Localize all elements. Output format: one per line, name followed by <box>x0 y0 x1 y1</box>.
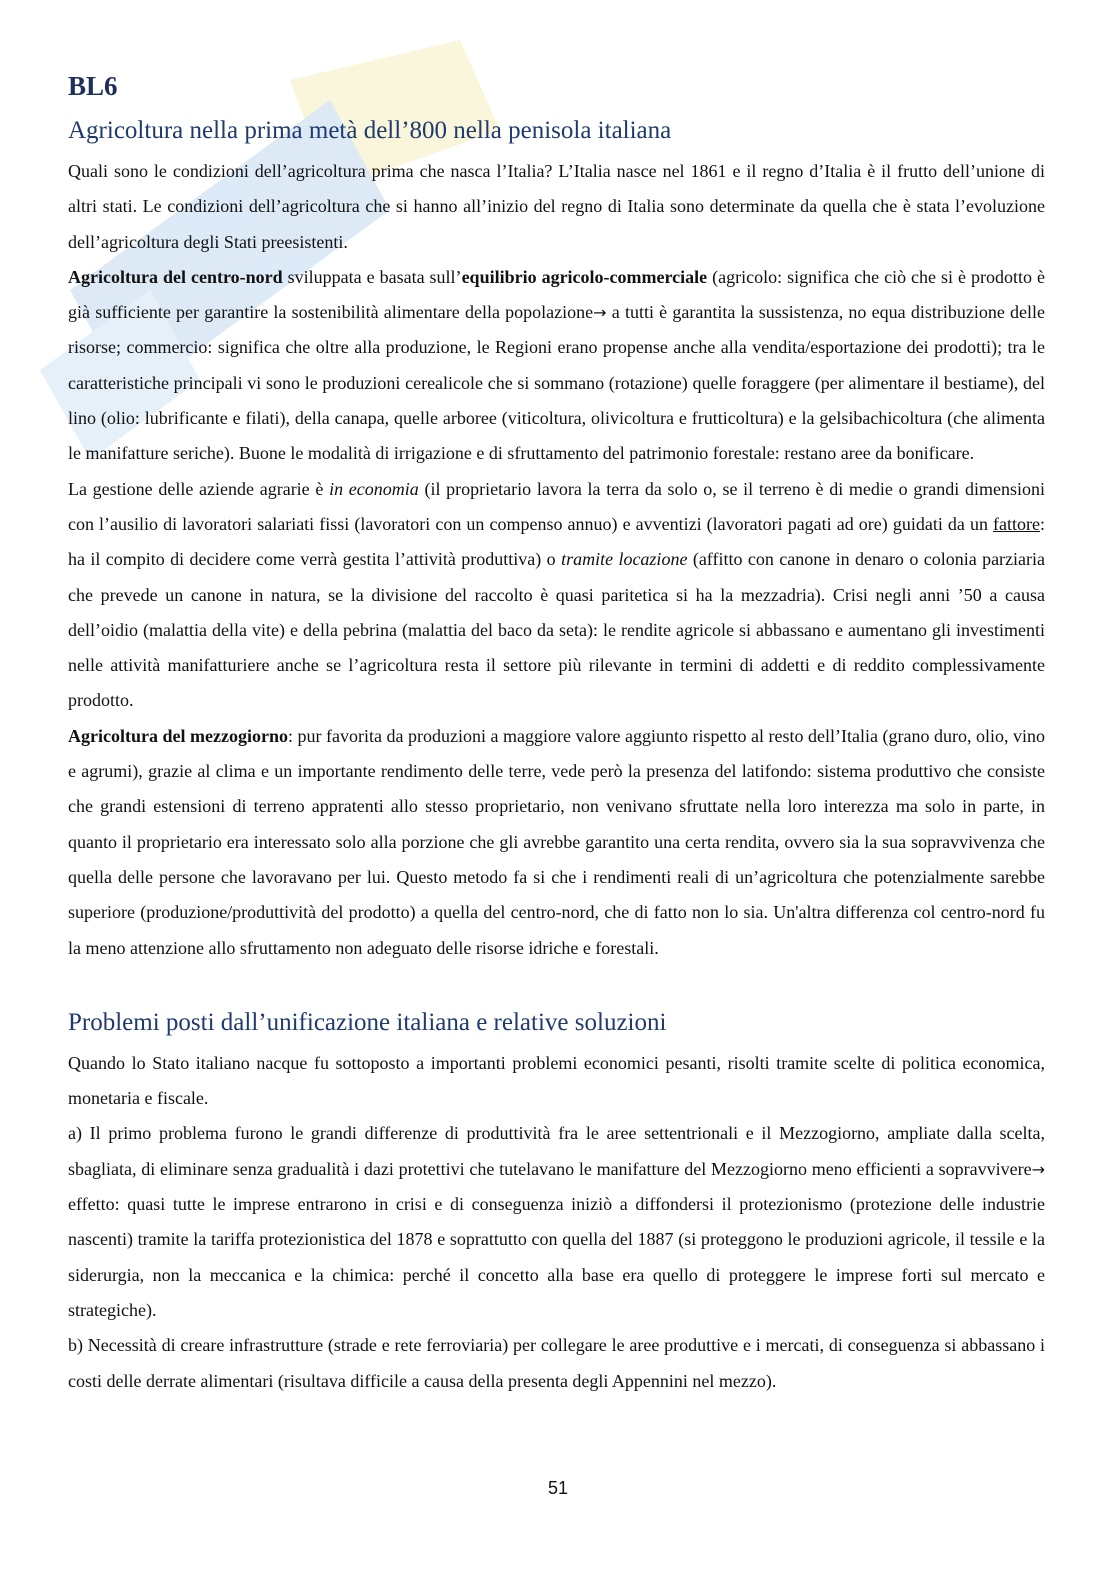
paragraph-centro-nord <box>68 260 1045 472</box>
paragraph-intro: Quali sono le condizioni dell’agricoltura prima che nasca l’Italia? L’Italia nasce nel 1861 e il regno d’Italia è il frutto dell’unione di altri stati. Le condizioni dell’agricoltura che si hanno all’inizio del regno di Italia sono determinate da quella che è stata l’evoluzione dell’agricoltura degli Stati preesistenti. <box>68 161 1045 252</box>
bold-term-centro-nord: Agricoltura del centro-nord <box>68 266 283 287</box>
italic-term-tramite-locazione: tramite locazione <box>561 549 688 570</box>
text-span: a) Il primo problema furono le grandi differenze di produttività fra le aree settentrionali e il Mezzogiorno, ampliate dalla scelta, sbagliata, di eliminare senza gradualità i dazi protettivi che tutelavano le manifatture del Mezzogiorno meno efficienti a sopravvivere <box>68 1123 1045 1179</box>
arrow-right-icon: → <box>593 303 607 323</box>
text-span: (affitto con canone in denaro o colonia parziaria che prevede un canone in natura, se la divisione del raccolto è quasi paritetica si ha la mezzadria). Crisi negli anni ’50 a causa dell’oidio (malattia della vite) e della pebrina (malattia del baco da seta): le rendite agricole si abbassano e aumentano gli investimenti nelle attività manifatturiere anche se l’agricoltura resta il settore più rilevante in termini di addetti e di reddito complessivamente prodotto. <box>68 549 1046 711</box>
text-span: a tutti è garantita la sussistenza, no equa distribuzione delle risorse; commercio: significa che oltre alla produzione, le Regioni erano propense anche alla vendita/esportazione dei prodotti); tra le caratteristiche principali vi sono le produzioni cerealicole che si sommano (rotazione) quelle foraggere (per alimentare il bestiame), del lino (olio: lubrificante e filati), della canapa, quelle arboree (viticoltura, olivicoltura e frutticoltura) e la gelsibachicoltura (che alimenta le manifatture seriche). Buone le modalità di irrigazione e di sfruttamento del patrimonio forestale: restano aree da bonificare. <box>68 302 1045 464</box>
section-heading-agricoltura: Agricoltura nella prima metà dell’800 nella penisola italiana <box>68 117 672 144</box>
text-span: : ha il compito di decidere come verrà gestita l’attività produttiva) o <box>68 513 1045 570</box>
bold-term-equilibrio: equilibrio agricolo-commerciale <box>461 266 708 287</box>
text-span: (agricolo: significa che ciò che si è prodotto è già sufficiente per garantire la sostenibilità alimentare della popolazione <box>68 266 1045 323</box>
paragraph-problema-b: b) Necessità di creare infrastrutture (strade e rete ferroviaria) per collegare le aree produttive e i mercati, di conseguenza si abbassano i costi delle derrate alimentari (risultava difficile a causa della presenta degli Appennini nel mezzo). <box>68 1335 1045 1391</box>
document-title: BL6 <box>68 71 118 101</box>
text-span: (il proprietario lavora la terra da solo o, se il terreno è di medie o grandi dimensioni con l’ausilio di lavoratori salariati fissi (lavoratori con un compenso annuo) e avventizi (lavoratori pagati ad ore) guidati da un <box>68 478 1046 534</box>
text-span: La gestione delle aziende agrarie è <box>68 478 330 499</box>
paragraph-problema-a <box>68 1116 1045 1328</box>
bold-term-mezzogiorno: Agricoltura del mezzogiorno <box>68 725 288 746</box>
italic-term-in-economia: in economia <box>329 478 419 499</box>
section-heading-problemi: Problemi posti dall’unificazione italiana e relative soluzioni <box>68 1008 667 1036</box>
paragraph-gestione <box>68 472 1045 719</box>
text-span: sviluppata e basata sull’ <box>282 266 462 287</box>
paragraph-mezzogiorno <box>68 719 1045 966</box>
page-number: 51 <box>547 1478 569 1498</box>
text-span: : pur favorita da produzioni a maggiore valore aggiunto rispetto al resto dell’Italia (grano duro, olio, vino e agrumi), grazie al clima e un importante rendimento delle terre, vede però la presenza del latifondo: sistema produttivo che consiste che grandi estensioni di terreno appratenti allo stesso proprietario, non venivano sfruttate nella loro interezza ma solo in parte, in quanto il proprietario era interessato solo alla porzione che gli avrebbe garantito una certa rendita, ovvero sia la sua sopravvivenza che quella delle persone che lavoravano per lui. Questo metodo fa si che i rendimenti reali di un’agricoltura che potenzialmente sarebbe superiore (produzione/produttività del prodotto) a quella del centro-nord, che di fatto non lo sia. Un'altra differenza col centro-nord fu la meno attenzione allo sfruttamento non adeguato delle risorse idriche e forestali. <box>68 725 1045 958</box>
arrow-right-icon: → <box>1031 1159 1045 1179</box>
text-span: effetto: quasi tutte le imprese entrarono in crisi e di conseguenza iniziò a diffondersi il protezionismo (protezione delle industrie nascenti) tramite la tariffa protezionistica del 1878 e soprattutto con quella del 1887 (si proteggono le produzioni agricole, il tessile e la siderurgia, non la meccanica e la chimica: perché il concetto alla base era quello di proteggere le imprese forti sul mercato e strategiche). <box>68 1194 1045 1320</box>
underlined-term-fattore: fattore <box>993 513 1040 534</box>
document-page <box>68 60 1045 1399</box>
paragraph-stato-italiano: Quando lo Stato italiano nacque fu sottoposto a importanti problemi economici pesanti, risolti tramite scelte di politica economica, monetaria e fiscale. <box>68 1052 1045 1109</box>
